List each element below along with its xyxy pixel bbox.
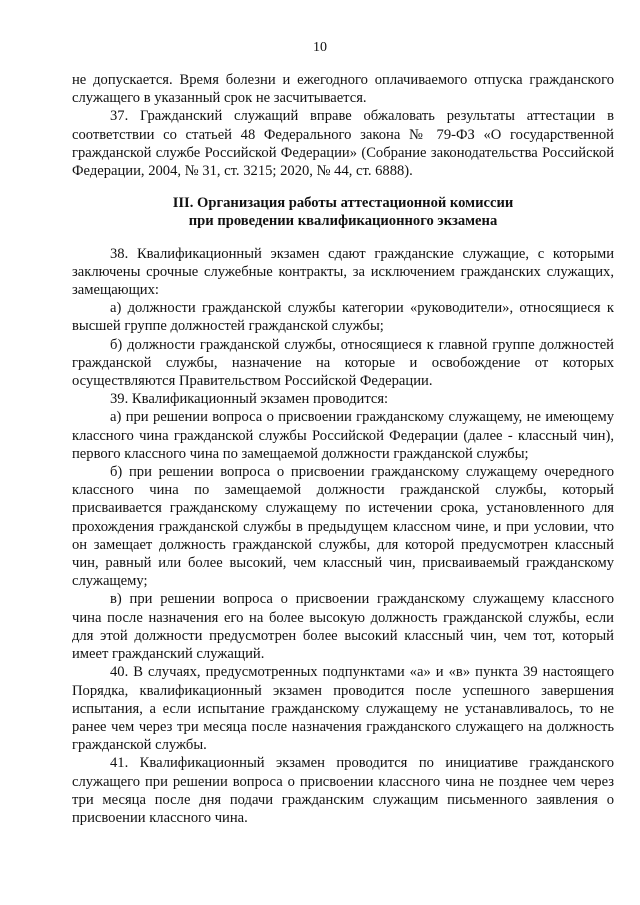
section-heading (72, 194, 614, 230)
paragraph-39-b: б) при решении вопроса о присвоении гражданскому служащему очередного классного чина по замещаемой должности гражданской службы, который присваивается гражданскому служащему по истечении срока, установленного для прохождения гражданской службы в предыдущем классном чине, и при условии, что он замещает должность гражданской службы, для которой предусмотрен классный чин, равный или более высокий, чем классный чин, присваиваемый гражданскому служащему; (72, 464, 614, 590)
paragraph-39-v: в) при решении вопроса о присвоении гражданскому служащему классного чина после назначения его на более высокую должность гражданской службы, если для этой должности предусмотрен более высокий классный чин, чем тот, который имеет гражданский служащий. (72, 591, 614, 663)
paragraph-40: 40. В случаях, предусмотренных подпунктами «а» и «в» пункта 39 настоящего Порядка, квалификационный экзамен проводится после успешного завершения испытания, а если испытание гражданскому служащему не устанавливалось, то не ранее чем через три месяца после назначения гражданского служащего на должность гражданской службы. (72, 664, 614, 754)
paragraph-38-b: б) должности гражданской службы, относящиеся к главной группе должностей гражданской службы, назначение на которые и освобождение от которых осуществляются Правительством Российской Федерации. (72, 336, 614, 390)
paragraph-38: 38. Квалификационный экзамен сдают гражданские служащие, с которыми заключены срочные служебные контракты, за исключением гражданских служащих, замещающих: (72, 245, 614, 299)
paragraph-38-a: а) должности гражданской службы категории «руководители», относящиеся к высшей группе должностей гражданской службы; (72, 300, 614, 335)
page-number: 10 (313, 40, 327, 55)
section-heading-line-2: при проведении квалификационного экзамена (188, 213, 498, 230)
paragraph-39-a: а) при решении вопроса о присвоении гражданскому служащему, не имеющему классного чина гражданской службы Российской Федерации (далее - классный чин), первого классного чина по замещаемой должности гражданской службы; (72, 409, 614, 462)
paragraph-39: 39. Квалификационный экзамен проводится: (110, 391, 389, 408)
paragraph-continuation: не допускается. Время болезни и ежегодного оплачиваемого отпуска гражданского служащего в указанный срок не засчитывается. (72, 72, 614, 107)
paragraph-37: 37. Гражданский служащий вправе обжаловать результаты аттестации в соответствии со статьей 48 Федерального закона № 79-ФЗ «О государственной гражданской службе Российской Федерации» (Собрание законодательства Российской Федерации, 2004, № 31, ст. 3215; 2020, № 44, ст. 6888). (72, 108, 614, 180)
paragraph-41: 41. Квалификационный экзамен проводится по инициативе гражданского служащего при решении вопроса о присвоении классного чина не позднее чем через три месяца после дня подачи гражданским служащим письменного заявления о присвоении классного чина. (72, 755, 614, 826)
section-heading-line-1: III. Организация работы аттестационной комиссии (172, 195, 514, 212)
document-body (72, 71, 614, 827)
